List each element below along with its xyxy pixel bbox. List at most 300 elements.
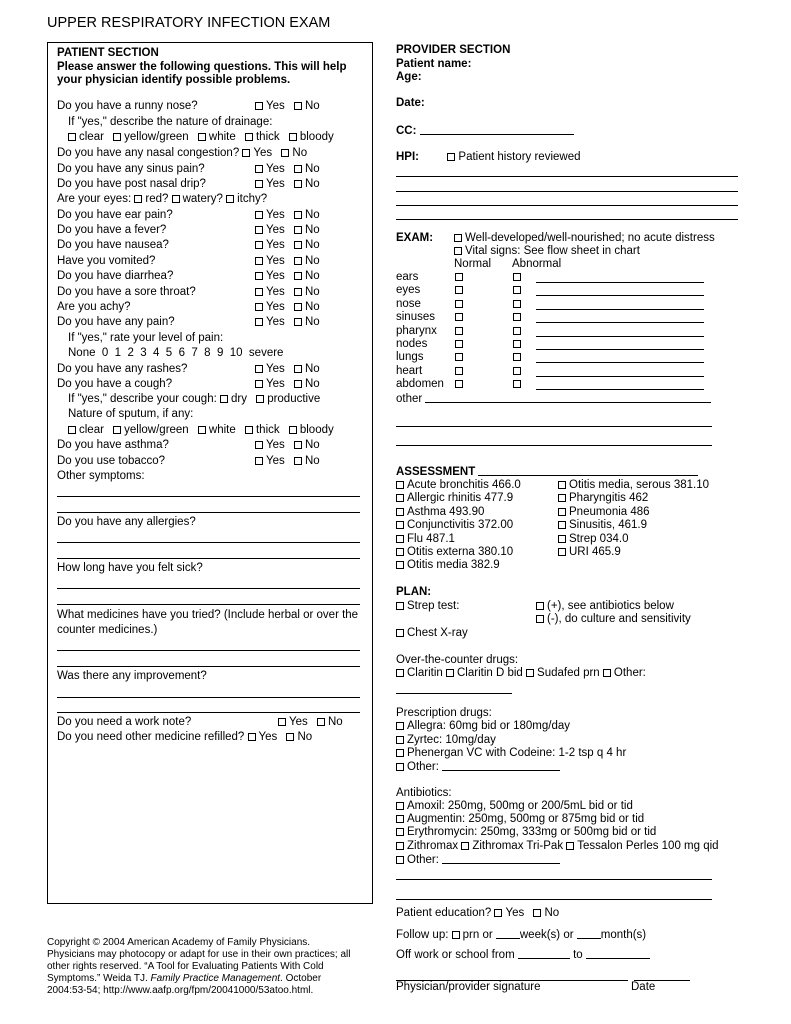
drainage-yellow-green-checkbox[interactable] xyxy=(113,133,121,141)
assessment-checkbox[interactable] xyxy=(396,521,404,529)
no-label: No xyxy=(304,316,320,328)
claritin-checkbox[interactable] xyxy=(396,669,404,677)
post-nasal-yes-no xyxy=(255,178,320,192)
question-sinus-pain: Do you have any sinus pain? xyxy=(57,163,205,175)
exam-normal-checkbox[interactable] xyxy=(455,340,463,348)
assessment-option xyxy=(558,533,628,547)
yes-label: Yes xyxy=(266,455,285,467)
education-yes-checkbox[interactable] xyxy=(494,909,502,917)
amoxil-option xyxy=(396,800,633,814)
option-label: itchy? xyxy=(237,193,268,205)
hpi-line-3[interactable] xyxy=(396,205,738,206)
no-label: No xyxy=(304,178,320,190)
eyes-red-checkbox[interactable] xyxy=(134,195,142,203)
otc-options xyxy=(396,667,646,681)
page-title: UPPER RESPIRATORY INFECTION EXAM xyxy=(47,15,331,31)
sputum-bloody-checkbox[interactable] xyxy=(289,426,297,434)
question-vomited: Have you vomited? xyxy=(57,255,156,267)
antibiotics-other-line[interactable] xyxy=(442,853,560,864)
sputum-yellow-green-checkbox[interactable] xyxy=(113,426,121,434)
months-input-line[interactable] xyxy=(577,928,601,939)
no-label: No xyxy=(304,286,320,298)
hpi-line-1[interactable] xyxy=(396,176,738,177)
chest-xray-option xyxy=(396,627,468,641)
off-work-from-line[interactable] xyxy=(518,948,570,959)
exam-finding-line[interactable] xyxy=(536,389,704,390)
drainage-bloody-checkbox[interactable] xyxy=(289,133,297,141)
drainage-clear-checkbox[interactable] xyxy=(68,133,76,141)
assessment-checkbox[interactable] xyxy=(396,494,404,502)
zithromax-checkbox[interactable] xyxy=(396,842,404,850)
yes-label: Yes xyxy=(266,255,285,267)
assessment-checkbox[interactable] xyxy=(396,508,404,516)
work-note-no-checkbox[interactable] xyxy=(317,718,325,726)
exam-row-label: pharynx xyxy=(396,324,437,337)
assessment-label: Pneumonia 486 xyxy=(569,505,650,518)
ear-pain-yes-checkbox[interactable] xyxy=(255,211,263,219)
how-long-line-1[interactable] xyxy=(57,588,360,589)
question-rashes: Do you have any rashes? xyxy=(57,363,188,375)
yes-label: Yes xyxy=(266,239,285,251)
copyright-notice xyxy=(47,937,351,997)
question-pain-rate: If "yes," rate your level of pain: xyxy=(68,332,224,344)
medicines-line-1[interactable] xyxy=(57,650,360,651)
education-no-checkbox[interactable] xyxy=(533,909,541,917)
question-improvement: Was there any improvement? xyxy=(57,670,207,682)
exam-row-label: sinuses xyxy=(396,311,435,324)
follow-up-field xyxy=(396,928,646,943)
cc-field xyxy=(396,124,574,139)
yes-label: Yes xyxy=(266,301,285,313)
copyright-text: . October xyxy=(280,973,322,984)
yes-label: Yes xyxy=(266,178,285,190)
option-label: Erythromycin: 250mg, 333mg or 500mg bid or tid xyxy=(407,826,657,838)
tessalon-checkbox[interactable] xyxy=(566,842,574,850)
post-nasal-yes-checkbox[interactable] xyxy=(255,180,263,188)
history-reviewed-checkbox[interactable] xyxy=(447,153,455,161)
zithromax-options xyxy=(396,840,719,854)
fever-no-checkbox[interactable] xyxy=(294,226,302,234)
assessment-checkbox[interactable] xyxy=(558,548,566,556)
signature-date-label: Date xyxy=(631,981,656,993)
sputum-options xyxy=(68,424,340,438)
hpi-field xyxy=(396,151,581,165)
no-label: No xyxy=(304,439,320,451)
augmentin-checkbox[interactable] xyxy=(396,815,404,823)
option-label: Zithromax Tri-Pak xyxy=(472,840,564,852)
sinus-no-checkbox[interactable] xyxy=(294,165,302,173)
sputum-white-checkbox[interactable] xyxy=(198,426,206,434)
option-label: thick xyxy=(255,131,280,143)
sore-throat-yes-no xyxy=(255,286,320,300)
question-other-symptoms: Other symptoms: xyxy=(57,470,145,482)
age-label: Age: xyxy=(396,71,422,83)
exam-other-line[interactable] xyxy=(425,392,711,403)
vomited-yes-no xyxy=(255,255,320,269)
strep-negative-option xyxy=(536,613,691,627)
sore-throat-yes-checkbox[interactable] xyxy=(255,288,263,296)
copyright-line xyxy=(47,973,351,985)
cough-dry-checkbox[interactable] xyxy=(220,395,228,403)
question-nausea: Do you have nausea? xyxy=(57,239,169,251)
nausea-no-checkbox[interactable] xyxy=(294,241,302,249)
option-label: Sudafed prn xyxy=(537,667,600,679)
allergies-line-2[interactable] xyxy=(57,558,360,559)
assessment-label: Sinusitis, 461.9 xyxy=(569,519,647,532)
otc-other-checkbox[interactable] xyxy=(603,669,611,677)
cc-label: CC: xyxy=(396,125,417,137)
cough-yes-checkbox[interactable] xyxy=(255,380,263,388)
option-label: productive xyxy=(267,393,321,405)
assessment-option xyxy=(558,479,709,493)
question-refill xyxy=(57,731,312,745)
diarrhea-no-checkbox[interactable] xyxy=(294,272,302,280)
achy-yes-checkbox[interactable] xyxy=(255,303,263,311)
fever-yes-no xyxy=(255,224,320,238)
patient-education-field xyxy=(396,907,559,921)
option-label: Zithromax xyxy=(407,840,459,852)
question-eyes xyxy=(57,193,267,207)
augmentin-option xyxy=(396,813,644,827)
zithromax-tripak-checkbox[interactable] xyxy=(461,842,469,850)
option-label: Vital signs: See flow sheet in chart xyxy=(465,245,640,257)
question-work-note: Do you need a work note? xyxy=(57,716,192,728)
pain-no-checkbox[interactable] xyxy=(294,318,302,326)
no-label: No xyxy=(304,455,320,467)
no-label: No xyxy=(544,907,560,919)
no-label: No xyxy=(297,731,313,743)
pain-scale[interactable]: None 0 1 2 3 4 5 6 7 8 9 10 severe xyxy=(68,347,284,359)
exam-row-label: heart xyxy=(396,364,423,377)
exam-normal-checkbox[interactable] xyxy=(455,300,463,308)
option-label: white xyxy=(208,131,236,143)
exam-notes-line-2[interactable] xyxy=(396,445,712,446)
strep-positive-checkbox[interactable] xyxy=(536,602,544,610)
option-label: yellow/green xyxy=(124,131,189,143)
exam-normal-checkbox[interactable] xyxy=(455,286,463,294)
eyes-itchy-checkbox[interactable] xyxy=(226,195,234,203)
exam-row-label: nodes xyxy=(396,338,428,350)
assessment-option xyxy=(558,519,647,533)
plan-notes-line-2[interactable] xyxy=(396,899,712,900)
strep-test-checkbox[interactable] xyxy=(396,602,404,610)
yes-label: Yes xyxy=(266,286,285,298)
assessment-option xyxy=(396,506,484,520)
sinus-yes-no xyxy=(255,163,320,177)
vomited-yes-checkbox[interactable] xyxy=(255,257,263,265)
option-label: Amoxil: 250mg, 500mg or 200/5mL bid or tid xyxy=(407,800,633,812)
assessment-checkbox[interactable] xyxy=(396,481,404,489)
exam-abnormal-checkbox[interactable] xyxy=(513,313,521,321)
assessment-field xyxy=(396,465,698,480)
ear-pain-yes-no xyxy=(255,209,320,223)
exam-normal-checkbox[interactable] xyxy=(455,380,463,388)
exam-row-label: ears xyxy=(396,271,419,283)
nausea-yes-checkbox[interactable] xyxy=(255,241,263,249)
strep-positive-option xyxy=(536,600,674,614)
erythromycin-checkbox[interactable] xyxy=(396,828,404,836)
yes-label: Yes xyxy=(266,209,285,221)
assessment-label: Otitis externa 380.10 xyxy=(407,546,514,558)
option-label: white xyxy=(208,424,236,436)
exam-label: EXAM: xyxy=(396,232,434,244)
follow-up-prn-checkbox[interactable] xyxy=(452,931,460,939)
assessment-checkbox[interactable] xyxy=(558,508,566,516)
refill-yes-checkbox[interactable] xyxy=(248,733,256,741)
option-label: bloody xyxy=(299,424,334,436)
exam-abnormal-checkbox[interactable] xyxy=(513,367,521,375)
drainage-options xyxy=(68,131,340,145)
yes-label: Yes xyxy=(258,731,278,743)
assessment-checkbox[interactable] xyxy=(558,535,566,543)
exam-normal-checkbox[interactable] xyxy=(455,313,463,321)
option-label: Zyrtec: 10mg/day xyxy=(407,734,496,746)
antibiotics-other-option xyxy=(396,853,560,868)
no-label: No xyxy=(304,224,320,236)
to-label: to xyxy=(573,949,583,961)
other-label: other xyxy=(396,393,423,405)
exam-abnormal-checkbox[interactable] xyxy=(513,327,521,335)
exam-abnormal-checkbox[interactable] xyxy=(513,353,521,361)
congestion-no-checkbox[interactable] xyxy=(281,149,289,157)
patient-section-heading: PATIENT SECTION xyxy=(57,47,159,59)
rashes-yes-checkbox[interactable] xyxy=(255,365,263,373)
antibiotics-other-checkbox[interactable] xyxy=(396,856,404,864)
sputum-thick-checkbox[interactable] xyxy=(245,426,253,434)
post-nasal-no-checkbox[interactable] xyxy=(294,180,302,188)
pain-yes-checkbox[interactable] xyxy=(255,318,263,326)
rashes-yes-no xyxy=(255,363,320,377)
option-label: red? xyxy=(145,193,169,205)
exam-abnormal-checkbox[interactable] xyxy=(513,286,521,294)
no-label: No xyxy=(304,209,320,221)
assessment-checkbox[interactable] xyxy=(558,481,566,489)
exam-normal-checkbox[interactable] xyxy=(455,367,463,375)
assessment-checkbox[interactable] xyxy=(558,494,566,502)
antibiotics-label: Antibiotics: xyxy=(396,787,452,799)
allegra-checkbox[interactable] xyxy=(396,722,404,730)
assessment-label: Pharyngitis 462 xyxy=(569,492,649,505)
yes-label: Yes xyxy=(266,100,285,112)
option-label: Augmentin: 250mg, 500mg or 875mg bid or tid xyxy=(407,813,645,825)
congestion-yes-checkbox[interactable] xyxy=(242,149,250,157)
work-note-yes-no xyxy=(278,716,343,730)
exam-notes-line-1[interactable] xyxy=(396,426,712,427)
assessment-option xyxy=(558,492,648,506)
no-label: No xyxy=(304,378,320,390)
diarrhea-yes-checkbox[interactable] xyxy=(255,272,263,280)
ear-pain-no-checkbox[interactable] xyxy=(294,211,302,219)
medicines-line-2[interactable] xyxy=(57,666,360,667)
other-symptoms-line-2[interactable] xyxy=(57,512,360,513)
assessment-label: Strep 034.0 xyxy=(569,532,629,545)
option-label: watery? xyxy=(182,193,223,205)
exam-finding-line[interactable] xyxy=(536,376,704,377)
assessment-line[interactable] xyxy=(478,465,698,476)
sputum-clear-checkbox[interactable] xyxy=(68,426,76,434)
assessment-option xyxy=(396,559,500,573)
question-drainage: If "yes," describe the nature of drainage: xyxy=(68,116,273,128)
sinus-yes-checkbox[interactable] xyxy=(255,165,263,173)
option-label: Phenergan VC with Codeine: 1-2 tsp q 4 hr xyxy=(407,747,627,759)
exam-row-label: eyes xyxy=(396,284,421,297)
sore-throat-no-checkbox[interactable] xyxy=(294,288,302,296)
plan-label: PLAN: xyxy=(396,586,432,598)
other-symptoms-line-1[interactable] xyxy=(57,496,360,497)
exam-finding-line[interactable] xyxy=(536,295,704,296)
no-label: No xyxy=(304,255,320,267)
work-note-yes-checkbox[interactable] xyxy=(278,718,286,726)
runny-nose-yes-checkbox[interactable] xyxy=(255,102,263,110)
exam-normal-checkbox[interactable] xyxy=(455,273,463,281)
diarrhea-yes-no xyxy=(255,270,320,284)
strep-test-option xyxy=(396,600,459,614)
assessment-option xyxy=(558,546,621,560)
assessment-checkbox[interactable] xyxy=(396,535,404,543)
option-label: Strep test: xyxy=(407,600,460,612)
zyrtec-checkbox[interactable] xyxy=(396,736,404,744)
question-medicines-line2: counter medicines.) xyxy=(57,624,158,636)
copyright-text: Symptoms.” Weida TJ. xyxy=(47,973,151,984)
off-work-to-line[interactable] xyxy=(586,948,650,959)
vomited-no-checkbox[interactable] xyxy=(294,257,302,265)
question-cough: Do you have a cough? xyxy=(57,378,173,390)
option-label: Claritin D bid xyxy=(457,667,523,679)
asthma-yes-checkbox[interactable] xyxy=(255,441,263,449)
option-label: dry xyxy=(231,393,247,405)
exam-normal-checkbox[interactable] xyxy=(455,327,463,335)
option-label: Well-developed/well-nourished; no acute distress xyxy=(465,232,715,244)
question-ear-pain: Do you have ear pain? xyxy=(57,209,173,221)
runny-nose-no-checkbox[interactable] xyxy=(294,102,302,110)
cough-no-checkbox[interactable] xyxy=(294,380,302,388)
no-label: No xyxy=(304,301,320,313)
hpi-line-2[interactable] xyxy=(396,191,738,192)
assessment-label: ASSESSMENT xyxy=(396,466,476,478)
assessment-option xyxy=(396,519,513,533)
exam-abnormal-checkbox[interactable] xyxy=(513,380,521,388)
assessment-checkbox[interactable] xyxy=(396,548,404,556)
rx-zyrtec-option xyxy=(396,734,496,748)
option-label: Tessalon Perles 100 mg qid xyxy=(577,840,719,852)
weeks-input-line[interactable] xyxy=(496,928,520,939)
tobacco-yes-checkbox[interactable] xyxy=(255,457,263,465)
vital-signs-checkbox[interactable] xyxy=(454,247,462,255)
allergies-line-1[interactable] xyxy=(57,542,360,543)
improvement-line-1[interactable] xyxy=(57,697,360,698)
off-work-field xyxy=(396,948,650,963)
fever-yes-checkbox[interactable] xyxy=(255,226,263,234)
question-tobacco: Do you use tobacco? xyxy=(57,455,166,467)
tobacco-yes-no xyxy=(255,455,320,469)
well-developed-checkbox[interactable] xyxy=(454,234,462,242)
question-text: Do you have any nasal congestion? xyxy=(57,147,240,159)
drainage-thick-checkbox[interactable] xyxy=(245,133,253,141)
assessment-label: Otitis media 382.9 xyxy=(407,559,500,572)
assessment-checkbox[interactable] xyxy=(558,521,566,529)
assessment-label: Conjunctivitis 372.00 xyxy=(407,519,514,532)
improvement-line-2[interactable] xyxy=(57,712,360,713)
no-label: No xyxy=(304,270,320,282)
cough-productive-checkbox[interactable] xyxy=(256,395,264,403)
question-achy: Are you achy? xyxy=(57,301,131,313)
exam-finding-line[interactable] xyxy=(536,362,704,363)
abnormal-column-header: Abnormal xyxy=(512,258,562,270)
exam-finding-line[interactable] xyxy=(536,349,704,350)
rx-other-checkbox[interactable] xyxy=(396,763,404,771)
nausea-yes-no xyxy=(255,239,320,253)
exam-abnormal-checkbox[interactable] xyxy=(513,273,521,281)
amoxil-checkbox[interactable] xyxy=(396,802,404,810)
exam-other-field xyxy=(396,392,711,407)
strep-negative-checkbox[interactable] xyxy=(536,615,544,623)
assessment-option xyxy=(558,506,650,520)
no-label: No xyxy=(292,147,308,159)
cc-input-line[interactable] xyxy=(420,124,574,135)
hpi-line-4[interactable] xyxy=(396,219,738,220)
question-allergies: Do you have any allergies? xyxy=(57,516,196,528)
asthma-no-checkbox[interactable] xyxy=(294,441,302,449)
question-cough-type xyxy=(68,393,320,407)
question-pain: Do you have any pain? xyxy=(57,316,175,328)
refill-no-checkbox[interactable] xyxy=(286,733,294,741)
weeks-label: week(s) or xyxy=(519,929,574,941)
option-label: Other: xyxy=(407,761,439,773)
normal-column-header: Normal xyxy=(454,258,492,270)
question-diarrhea: Do you have diarrhea? xyxy=(57,270,174,282)
no-label: No xyxy=(304,239,320,251)
rx-other-line[interactable] xyxy=(442,760,560,771)
achy-no-checkbox[interactable] xyxy=(294,303,302,311)
rx-phenergan-option xyxy=(396,747,626,761)
drainage-white-checkbox[interactable] xyxy=(198,133,206,141)
yes-label: Yes xyxy=(266,270,285,282)
question-text: Do you need other medicine refilled? xyxy=(57,731,245,743)
assessment-label: Otitis media, serous 381.10 xyxy=(569,479,709,491)
patient-intro-line2: your physician identify possible problems. xyxy=(57,74,291,86)
exam-row-label: nose xyxy=(396,297,421,310)
pain-yes-no xyxy=(255,316,320,330)
chest-xray-checkbox[interactable] xyxy=(396,629,404,637)
option-label: (+), see antibiotics below xyxy=(547,600,674,612)
exam-row-label: abdomen xyxy=(396,378,444,391)
exam-finding-line[interactable] xyxy=(536,282,704,283)
phenergan-checkbox[interactable] xyxy=(396,749,404,757)
rx-other-option xyxy=(396,760,560,775)
exam-finding-line[interactable] xyxy=(536,309,704,310)
option-label: bloody xyxy=(299,131,334,143)
option-label: Other: xyxy=(407,854,439,866)
exam-finding-line[interactable] xyxy=(536,322,704,323)
plan-notes-line-1[interactable] xyxy=(396,879,712,880)
sudafed-checkbox[interactable] xyxy=(526,669,534,677)
cough-yes-no xyxy=(255,378,320,392)
exam-normal-checkbox[interactable] xyxy=(455,353,463,361)
exam-abnormal-checkbox[interactable] xyxy=(513,300,521,308)
otc-other-line[interactable] xyxy=(396,693,512,694)
assessment-checkbox[interactable] xyxy=(396,561,404,569)
claritin-d-checkbox[interactable] xyxy=(446,669,454,677)
rx-allegra-option xyxy=(396,720,570,734)
tobacco-no-checkbox[interactable] xyxy=(294,457,302,465)
question-post-nasal-drip: Do you have post nasal drip? xyxy=(57,178,206,190)
exam-finding-line[interactable] xyxy=(536,336,704,337)
eyes-watery-checkbox[interactable] xyxy=(172,195,180,203)
prn-label: prn or xyxy=(462,929,493,941)
exam-abnormal-checkbox[interactable] xyxy=(513,340,521,348)
how-long-line-2[interactable] xyxy=(57,604,360,605)
rashes-no-checkbox[interactable] xyxy=(294,365,302,373)
